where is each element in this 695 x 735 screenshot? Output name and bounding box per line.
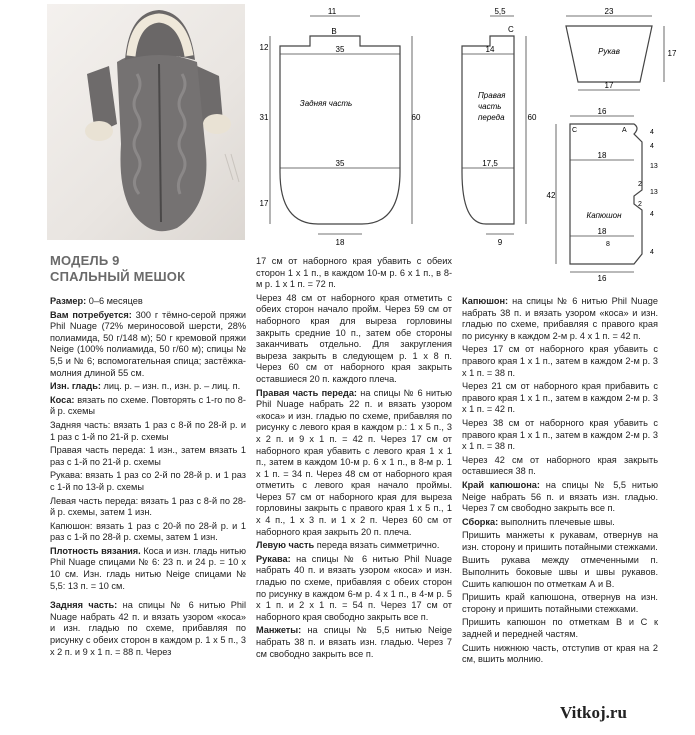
hood-diagram [542, 104, 687, 284]
dim-front-h-total: 60 [527, 113, 537, 122]
chart-hood: Капюшон: вязать 1 раз с 20-й по 28-й р. и 1 раз с 1-й по 28-й р. схемы, затем 1 изн. [50, 520, 246, 543]
hood-label-text: Капюшон: [462, 296, 509, 306]
rf-label: Правая часть переда: [256, 387, 357, 398]
sleeves-label: Рукава: [256, 553, 291, 564]
dim-sleeve-h: 17 [667, 49, 677, 58]
sleeve-label: Рукав [598, 47, 620, 56]
front-label-1: Правая [478, 91, 506, 100]
assembly-text: выполнить плечевые швы. [500, 516, 615, 527]
lf-label: Левую часть [256, 540, 315, 551]
hood-w-3: 18 [597, 227, 607, 236]
hood-r-5: 4 [650, 211, 654, 218]
hood-text: на спицы № 6 нитью Phil Nuage набрать 38 п. и вязать узором «коса» и изн. гладью по схеме, прибавляя с правого края по рисунку в каждом 2-м р. 4 х 1 п. = 42 п. [462, 296, 658, 341]
materials-label: Вам потребуется: [50, 309, 132, 320]
back-piece-diagram [252, 2, 422, 252]
lf-text: переда вязать симметрично. [316, 540, 440, 551]
dim-back-top: 11 [327, 7, 337, 16]
dim-sleeve-top: 23 [604, 7, 614, 16]
dim-front-w2: 17,5 [482, 159, 498, 168]
point-a-hood: A [622, 127, 627, 134]
dim-front-w1: 14 [485, 45, 495, 54]
model-name: СПАЛЬНЫЙ МЕШОК [50, 269, 186, 284]
back-label-text: Задняя часть: [50, 600, 118, 611]
stitch-label: Изн. гладь: [50, 381, 101, 392]
chart-sleeves: Рукава: вязать 1 раз со 2-й по 28-й р. и 1 раз с 1-й по 13-й р. схемы [50, 470, 246, 492]
assembly-step-5: Сшить нижнюю часть, отступив от края на 2 см, вшить молнию. [462, 642, 658, 665]
hood-r-6: 4 [650, 249, 654, 256]
point-c: C [508, 25, 514, 34]
hood-step-4: Через 42 см от наборного края закрыть оставшиеся 38 п. [462, 454, 658, 477]
hood-r-2: 4 [650, 143, 654, 150]
front-label-3: переда [478, 113, 505, 122]
rf-text: на спицы № 6 нитью Phil Nuage набрать 22 п. и вязать узором «коса» и изн. гладью по схеме, прибавляя по рисунку с левого края в каждом р.: 1 х 5 п., 3 х 2 п. и 9 х 1 п. = 42 п. Через 17 см от наборного края убавить с левого края 1 х 1 п., затем в каждом 10-м р. 6 х 1 п., в 8-м р. 1 х 1 п. = 34 п. Через 48 см от наборного края отметить с левого края начало проймы. Через 57 см от наборного края для выреза горловины закрыть с правого края 1 х 5 п., 1 х 4 п., 1 х 3 п. и 1 х 2 п. Через 60 см от наборного края закрыть 20 п. плеча. [256, 387, 452, 537]
model-title [50, 253, 185, 285]
chart-back: Задняя часть: вязать 1 раз с 8-й по 28-й р. и 1 раз с 1-й по 21-й р. схемы [50, 419, 246, 442]
hood-l-1: 2 [638, 181, 642, 188]
point-b: B [331, 27, 337, 36]
assembly-step-1: Пришить манжеты к рукавам, отвернув на изн. сторону и пришить потайными стежками. [462, 530, 658, 552]
dim-back-bottom: 18 [335, 238, 345, 247]
hood-label: Капюшон [586, 211, 622, 220]
hood-w-1: 16 [597, 107, 607, 116]
chart-right-front: Правая часть переда: 1 изн., затем вязать 1 раз с 1-й по 21-й р. схемы [50, 445, 246, 467]
hood-step-1: Через 17 см от наборного края убавить с правого края 1 х 1 п., затем в каждом 2-м р. 3 х 1 п. = 38 п. [462, 344, 658, 378]
cable-label: Коса: [50, 394, 75, 405]
hood-w-2: 18 [597, 151, 607, 160]
right-front-diagram [432, 2, 542, 252]
hood-w-4: 16 [597, 274, 607, 283]
dim-back-width-top: 35 [335, 45, 345, 54]
cuffs-text: на спицы № 5,5 нитью Neige набрать 38 п. и вязать изн. гладью. Через 7 см свободно закрыть все п. [256, 625, 452, 659]
hood-h-total: 42 [546, 191, 556, 200]
hood-r-4: 13 [650, 189, 658, 196]
materials-text: 300 г тёмно-серой пряжи Phil Nuage (72% мериносовой шерсти, 28% полиамида, 50 г/148 м); 50 г кремовой пряжи Neige (100% полиамида, 50 г/60 м); спицы № 5,5 и № 6; вспомогательная спица; застёжка-молния длиной 55 см. [50, 309, 246, 378]
size-text: 0–6 месяцев [88, 296, 143, 306]
assembly-label: Сборка: [462, 516, 499, 527]
edge-text: на спицы № 5,5 нитью Neige набрать 56 п. и вязать изн. гладью. Через 7 см свободно закрыть все п. [462, 479, 658, 514]
hood-r-1: 4 [650, 129, 654, 136]
dim-back-h-bottom: 17 [259, 199, 269, 208]
gauge-label: Плотность вязания. [50, 545, 141, 556]
sleeves-text: на спицы № 6 нитью Phil Nuage набрать 40 п. и вязать узором «коса» и изн. гладью по схеме, прибавляя с обеих сторон по рисунку в каждом 6-м р. 4 х 1 п., в 4-м р. 5 х 1 п. и 2 х 1 п. = 54 п. Через 17 см от наборного края свободно закрыть все п. [256, 553, 452, 622]
model-number: МОДЕЛЬ 9 [50, 253, 120, 268]
cable-text: вязать по схеме. Повторять с 1-го по 8-й р. схемы [50, 394, 246, 417]
assembly-step-2: Вшить рукава между отмеченными п. Выполнить боковые швы и швы рукавов. Сшить капюшон по отметкам А и В. [462, 555, 658, 589]
watermark: Vitkoj.ru [560, 703, 627, 722]
dim-back-h-top: 12 [259, 43, 269, 52]
cuffs-label: Манжеты: [256, 625, 302, 636]
edge-label: Край капюшона: [462, 479, 540, 490]
hood-l-2: 2 [638, 201, 642, 208]
chart-left-front: Левая часть переда: вязать 1 раз с 8-й по 28-й р. схемы, затем 1 изн. [50, 495, 246, 518]
back-text: на спицы № 6 нитью Phil Nuage набрать 42 п. и вязать узором «коса» и изн. гладью по схеме, прибавляя по рисунку с обеих сторон в каждом р. 1 х 5 п., 3 х 2 п. и 9 х 1 п. = 88 п. Через [50, 600, 247, 657]
dim-back-h-total: 60 [411, 113, 421, 122]
back-cont-1: 17 см от наборного края убавить с обеих сторон 1 х 1 п., в каждом 10-м р. 6 х 1 п., в 8-м р. 1 х 1 п. = 72 п. [256, 256, 452, 290]
dim-back-h-mid: 31 [259, 113, 269, 122]
point-c-hood: C [572, 127, 578, 134]
gauge-text: Коса и изн. гладь нитью Phil Nuage спицами № 6: 23 п. и 24 р. = 10 х 10 см. Изн. гладь нитью Neige спицами № 5,5: 13 п. = 10 см. [50, 545, 246, 591]
assembly-step-4: Пришить капюшон по отметкам В и С к задней и передней частям. [462, 617, 658, 640]
front-label-2: часть [478, 102, 502, 111]
dim-front-bottom: 9 [497, 238, 503, 247]
dim-front-top: 5,5 [494, 7, 506, 16]
dim-back-width: 35 [335, 159, 345, 168]
hood-step-3: Через 38 см от наборного края убавить с правого края 1 х 1 п., затем в каждом 2-м р. 3 х 1 п. = 38 п. [462, 417, 658, 452]
instructions-column-2 [256, 256, 452, 662]
size-label: Размер: [50, 296, 87, 306]
hood-step-2: Через 21 см от наборного края прибавить с правого края 1 х 1 п., затем в каждом 2-м р. 3 х 1 п. = 42 п. [462, 381, 658, 415]
product-photo [47, 4, 245, 240]
hood-r-3: 13 [650, 163, 658, 170]
dim-sleeve-bottom: 17 [604, 81, 614, 90]
stitch-text: лиц. р. – изн. п., изн. р. – лиц. п. [103, 381, 241, 392]
back-cont-2: Через 48 см от наборного края отметить с обеих сторон начало пройм. Через 59 см от наборного края для выреза горловины закрыть средние 10 п., затем обе стороны заканчивать отдельно. Для закругления выреза закрыть в следующем р. 1 х 8 п. Через 60 см от наборного края закрыть оставшиеся 20 п. каждого плеча. [256, 292, 452, 384]
hood-bottom-dim: 8 [606, 241, 610, 248]
back-label: Задняя часть [299, 99, 353, 108]
instructions-column-3 [462, 296, 658, 668]
assembly-step-3: Пришить край капюшона, отвернув на изн. сторону и пришить потайными стежками. [462, 592, 658, 614]
instructions-column-1 [50, 296, 246, 660]
sleeve-diagram [552, 4, 682, 96]
